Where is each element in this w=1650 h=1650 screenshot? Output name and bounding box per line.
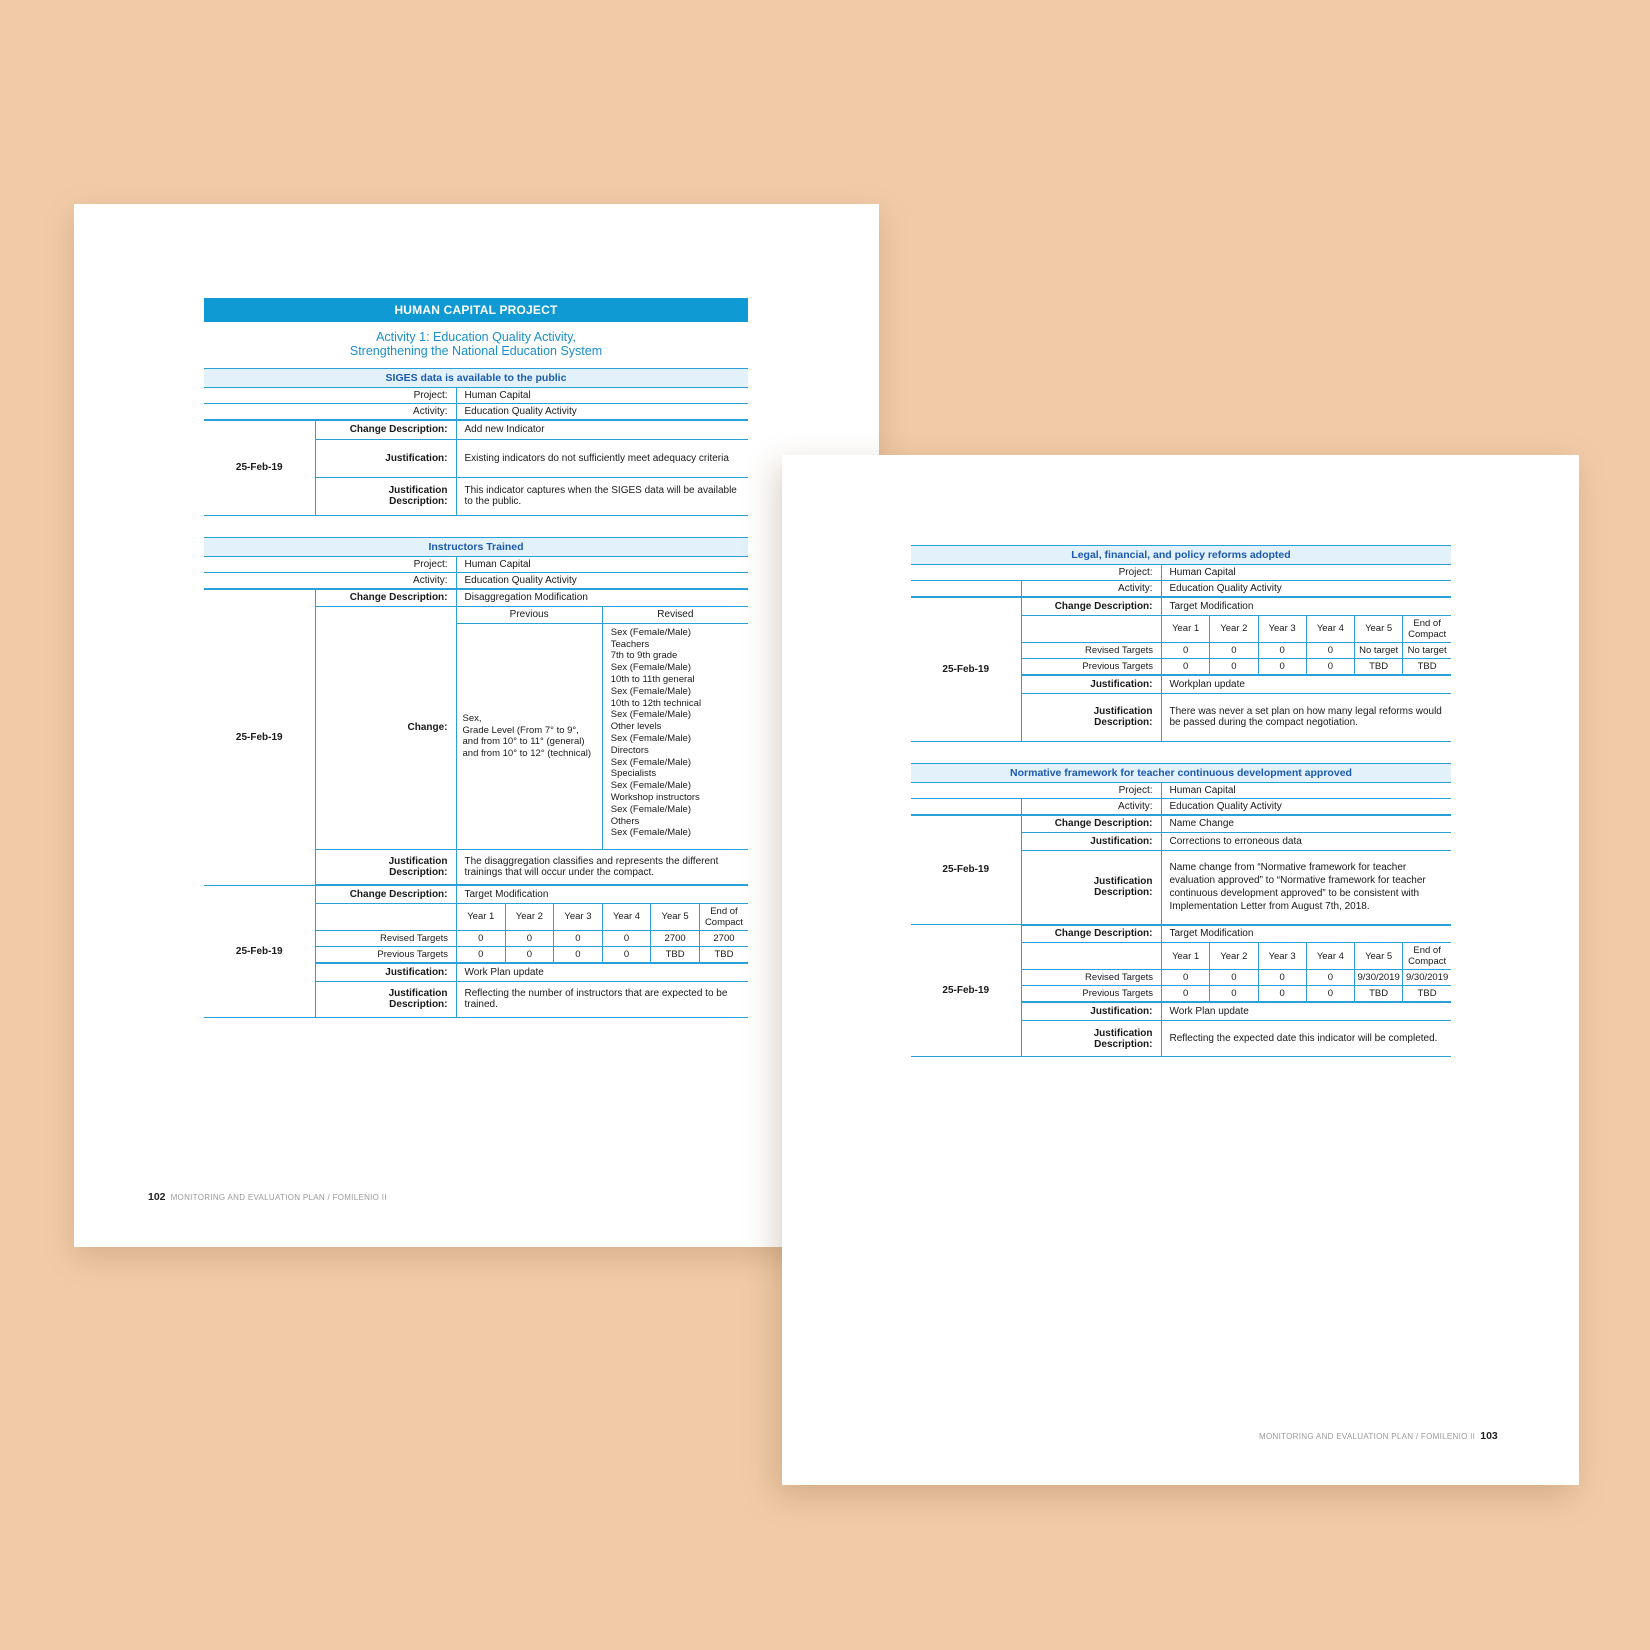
target-value: 0 xyxy=(1210,642,1258,658)
target-value: 2700 xyxy=(699,930,748,946)
target-value: 0 xyxy=(1210,970,1258,986)
target-value: 0 xyxy=(554,930,603,946)
target-value: 0 xyxy=(1210,986,1258,1002)
disaggregation-line: Sex (Female/Male) xyxy=(610,827,691,839)
change-date: 25-Feb-19 xyxy=(911,815,1021,925)
year-header: Year 2 xyxy=(1210,943,1258,970)
target-value: TBD xyxy=(1403,658,1451,674)
document-page-103 xyxy=(782,455,1579,1485)
indicator-title: Legal, financial, and policy reforms adopted xyxy=(911,546,1451,565)
year-header: End of Compact xyxy=(1403,943,1451,970)
target-value: 0 xyxy=(554,946,603,962)
target-value: 0 xyxy=(1162,658,1210,674)
year-header: End of Compact xyxy=(1403,616,1451,643)
indicator-table-legal-reforms: Legal, financial, and policy reforms adopted Project: Human Capital Activity: Education Quality Activity 25-Feb-19 Change Description: Target Modification Year 1 Year 2 Year 3 Year 4 Year 5 End of Compact Revised Targets 0 0 0 0 No target No target Previous Targets 0 0 0 0 TBD TBD Justification: Workplan update Justification Description: There was never a set plan on how many legal reforms would be passed during the compact negotiation. xyxy=(911,545,1451,742)
document-page-102 xyxy=(74,204,879,1247)
row-label: Revised Targets xyxy=(316,930,457,946)
revised-disaggregation xyxy=(603,624,748,842)
target-value: 0 xyxy=(457,930,506,946)
year-header: End of Compact xyxy=(699,904,748,931)
year-targets xyxy=(316,904,749,963)
disaggregation-line: and from 10° to 12° (technical) xyxy=(462,748,592,760)
disaggregation-line: Others xyxy=(610,815,640,827)
target-table xyxy=(1021,943,1451,1003)
disaggregation-line: 10th to 12th technical xyxy=(610,697,702,709)
change-date: 25-Feb-19 xyxy=(204,885,315,1017)
project-banner: HUMAN CAPITAL PROJECT xyxy=(204,298,748,322)
revised-targets-row xyxy=(1022,642,1452,658)
target-value: 0 xyxy=(602,930,651,946)
year-header: Year 5 xyxy=(651,904,700,931)
disaggregation-line: Sex (Female/Male) xyxy=(610,662,691,674)
year-targets xyxy=(1022,616,1452,675)
year-header: Year 3 xyxy=(1258,616,1306,643)
indicator-title: Normative framework for teacher continuous development approved xyxy=(911,763,1451,782)
target-value: TBD xyxy=(699,946,748,962)
revised-targets-row xyxy=(316,930,749,946)
target-value: 9/30/2019 xyxy=(1355,970,1403,986)
target-value: 0 xyxy=(1162,642,1210,658)
empty-cell xyxy=(316,904,457,931)
year-header: Year 3 xyxy=(554,904,603,931)
indicator-table-siges: SIGES data is available to the public Project: Human Capital Activity: Education Quality Activity 25-Feb-19 Change Description: Add new Indicator Justification: Existing indicators do not sufficiently meet adequacy criteria Justification Description: This indicator captures when the SIGES data will be available to the public. xyxy=(204,368,748,516)
target-value: No target xyxy=(1355,642,1403,658)
disaggregation-line: Sex (Female/Male) xyxy=(610,732,691,744)
row-label: Revised Targets xyxy=(1022,642,1162,658)
target-value: 0 xyxy=(1258,986,1306,1002)
target-value: 0 xyxy=(1210,658,1258,674)
target-value: TBD xyxy=(1355,986,1403,1002)
target-value: 0 xyxy=(1306,970,1354,986)
previous-targets-row xyxy=(316,946,749,962)
target-value: TBD xyxy=(1355,658,1403,674)
previous-targets-row xyxy=(1022,658,1452,674)
change-date: 25-Feb-19 xyxy=(204,589,315,886)
previous-disaggregation xyxy=(457,624,602,849)
row-label: Previous Targets xyxy=(1022,986,1162,1002)
target-value: 2700 xyxy=(651,930,700,946)
year-header: Year 4 xyxy=(602,904,651,931)
target-table xyxy=(315,903,748,963)
disaggregation-line: Teachers xyxy=(610,638,650,650)
target-value: 0 xyxy=(505,930,554,946)
target-value: 0 xyxy=(1306,642,1354,658)
year-header: Year 1 xyxy=(1162,616,1210,643)
disaggregation-line: and from 10° to 11° (general) xyxy=(462,736,585,748)
target-value: TBD xyxy=(1403,986,1451,1002)
empty-cell xyxy=(1022,616,1162,643)
disaggregation-line: Workshop instructors xyxy=(610,791,700,803)
disaggregation-line: Sex (Female/Male) xyxy=(610,626,691,638)
target-value: 0 xyxy=(1306,986,1354,1002)
year-header-row xyxy=(316,904,749,931)
change-date: 25-Feb-19 xyxy=(204,420,315,515)
disaggregation-change: Previous Sex, Grade Level (From 7° to 9°, and from 10° to 11° (general) and from 10° to 12° (technical) Revised Sex (Female/Male) Teachers 7th to 9th grade Sex (Female/Male) 10th to 11th general Sex (Female/Male) 10th to 12th technical Sex (Female/Male) Other levels Sex (Female/Male) Directors Sex (Female/Male) Specialists Sex (Female/Male) Workshop instructors Sex (Female/Male) Others Sex (Female/Male) xyxy=(456,607,748,850)
year-header: Year 2 xyxy=(505,904,554,931)
disaggregation-line: Sex (Female/Male) xyxy=(610,685,691,697)
target-value: 0 xyxy=(1258,970,1306,986)
revised-targets-row xyxy=(1022,970,1452,986)
target-value: 0 xyxy=(1258,642,1306,658)
activity-title: Activity 1: Education Quality Activity, Strengthening the National Education System xyxy=(349,330,603,358)
disaggregation-line: Sex (Female/Male) xyxy=(610,709,691,721)
target-table xyxy=(1021,615,1451,675)
year-header: Year 3 xyxy=(1258,943,1306,970)
target-value: 0 xyxy=(1258,658,1306,674)
target-value: 0 xyxy=(1306,658,1354,674)
year-header: Year 4 xyxy=(1306,616,1354,643)
target-value: TBD xyxy=(651,946,700,962)
page-footer: MONITORING AND EVALUATION PLAN / FOMILENIO II 103 xyxy=(1259,1430,1498,1442)
disaggregation-line: Grade Level (From 7° to 9°, xyxy=(462,724,579,736)
row-label: Revised Targets xyxy=(1022,970,1162,986)
change-date: 25-Feb-19 xyxy=(911,597,1021,741)
target-value: 0 xyxy=(1162,970,1210,986)
target-value: 0 xyxy=(505,946,554,962)
indicator-table-normative-framework: Normative framework for teacher continuous development approved Project: Human Capital Activity: Education Quality Activity 25-Feb-19 Change Description: Name Change Justification: Corrections to erroneous data Justification Description: Name change from “Normative framework for teacher evaluation approved” to “Normative framework for teacher continuous development approved” to be consistent with Implementation Letter from August 7th, 2018. 25-Feb-19 Change Description: Target Modification Year 1 Year 2 Year 3 Year 4 Year 5 End of Compact Revised Targets 0 0 0 0 9/30/2019 9/30/2019 Previous Targets 0 0 0 0 TBD TBD Justification: Work Plan update Justification Description: Reflecting the expected date this indicator will be completed. xyxy=(911,763,1451,1058)
disaggregation-line: Sex (Female/Male) xyxy=(610,803,691,815)
indicator-title: Instructors Trained xyxy=(204,537,748,556)
page-number: 102 xyxy=(148,1191,166,1203)
indicator-table-instructors: Instructors Trained Project: Human Capital Activity: Education Quality Activity 25-Feb-19 Change Description: Disaggregation Modification Change: Previous Sex, Grade Level (From 7° to 9°, and from 10° to 11° (general) and from 10° to 12° (technical) Revised Sex (Female/Male) Teachers 7th to 9th grade Sex (Female/Male) 10th to 11th general Sex (Female/Male) 10th to 12th technical Sex (Female/Male) Other levels Sex (Female/Male) Directors Sex (Female/Male) Specialists Sex (Female/Male) Workshop instructors Sex (Female/Male) Others Sex (Female/Male) Justification Description: The disaggregation classifies and represents the different trainings that will occur under the compact. 25-Feb-19 Change Description: Target Modification Year 1 Year 2 Year 3 Year 4 Year 5 End of Compact Revised Targets 0 0 0 0 2700 2700 Previous Targets 0 0 0 0 TBD TBD Justification: Work Plan update Justification Description: Reflecting the number of instructors that are expected to be trained. xyxy=(204,537,748,1018)
year-header: Year 4 xyxy=(1306,943,1354,970)
page-number: 103 xyxy=(1480,1430,1498,1442)
disaggregation-line: Sex (Female/Male) xyxy=(610,780,691,792)
disaggregation-line: 7th to 9th grade xyxy=(610,650,678,662)
indicator-title: SIGES data is available to the public xyxy=(204,369,748,388)
page-footer: 102 MONITORING AND EVALUATION PLAN / FOMILENIO II xyxy=(148,1191,387,1203)
target-value: 0 xyxy=(1162,986,1210,1002)
year-header: Year 5 xyxy=(1355,943,1403,970)
disaggregation-line: Specialists xyxy=(610,768,657,780)
previous-targets-row xyxy=(1022,986,1452,1002)
disaggregation-line: 10th to 11th general xyxy=(610,673,695,685)
change-date: 25-Feb-19 xyxy=(911,925,1021,1057)
year-header: Year 2 xyxy=(1210,616,1258,643)
year-header: Year 1 xyxy=(457,904,506,931)
empty-cell xyxy=(1022,943,1162,970)
target-value: 0 xyxy=(602,946,651,962)
disaggregation-line: Directors xyxy=(610,744,649,756)
year-header: Year 1 xyxy=(1162,943,1210,970)
disaggregation-line: Other levels xyxy=(610,721,662,733)
row-label: Previous Targets xyxy=(1022,658,1162,674)
row-label: Previous Targets xyxy=(316,946,457,962)
year-header-row xyxy=(1022,616,1452,643)
year-header: Year 5 xyxy=(1355,616,1403,643)
target-value: 9/30/2019 xyxy=(1403,970,1451,986)
disaggregation-line: Sex (Female/Male) xyxy=(610,756,691,768)
target-value: No target xyxy=(1403,642,1451,658)
year-header-row xyxy=(1022,943,1452,970)
year-targets xyxy=(1022,943,1452,1002)
target-value: 0 xyxy=(457,946,506,962)
disaggregation-line: Sex, xyxy=(462,712,482,724)
